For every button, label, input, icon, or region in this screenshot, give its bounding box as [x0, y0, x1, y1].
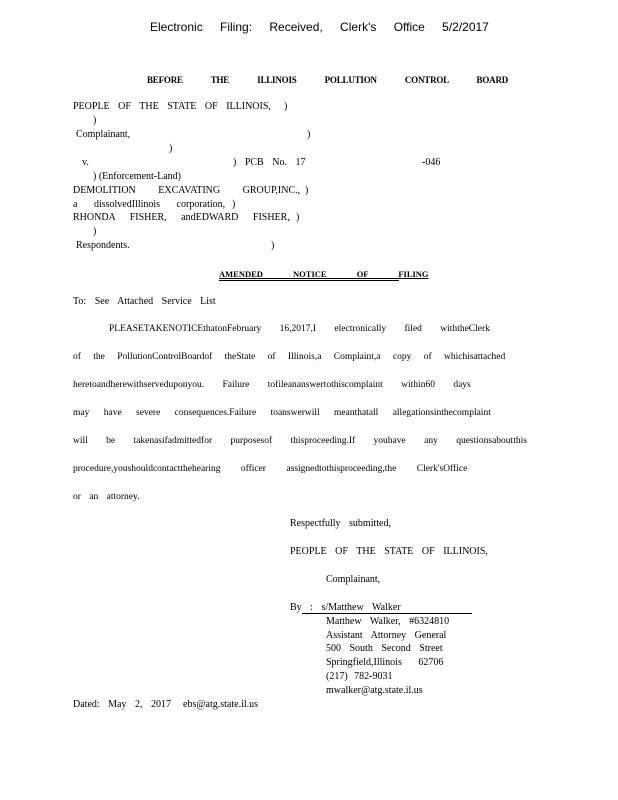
signature-people: PEOPLE OF THE STATE OF ILLINOIS, [290, 546, 488, 557]
caption-enforcement: ) (Enforcement-Land) [93, 171, 182, 182]
caption-respondents: Respondents. [76, 240, 130, 251]
body-line: heretoandherewithserveduponyou. Failure tofileananswertothiscomplaint within60 days [73, 380, 471, 390]
dated-line: Dated: May 2, 2017 [73, 699, 171, 710]
caption-pcb-number: ) PCB No. 17 [233, 157, 306, 168]
body-line: may have severe consequences.Failure toanswerwill meanthatall allegationsinthecomplaint [73, 408, 491, 418]
body-line: or an attorney. [73, 492, 140, 502]
caption-paren: ) [93, 115, 97, 126]
caption-defendant-company: DEMOLITION EXCAVATING GROUP,INC., [73, 185, 301, 196]
caption-paren: ) [284, 101, 288, 112]
notice-title: AMENDED NOTICE OF FILING [219, 269, 429, 279]
signature-underline [302, 613, 472, 614]
caption-complainant: Complainant, [76, 129, 131, 140]
attorney-phone: (217) 782-9031 [326, 671, 393, 682]
signature-by-line: By : s/Matthew Walker [290, 602, 401, 613]
caption-paren: ) [232, 199, 236, 210]
caption-paren: ) [305, 185, 309, 196]
body-line: procedure,youshouldcontactthehearing officer assignedtothisproceeding,the Clerk'sOffice [73, 464, 468, 474]
ebs-email: ebs@atg.state.il.us [183, 699, 259, 710]
filing-stamp-header: Electronic Filing: Received, Clerk's Office 5/2/2017 [150, 20, 489, 34]
attorney-email: mwalker@atg.state.il.us [326, 685, 423, 696]
body-line: will be takenasifadmittedfor purposesof thisproceeding.If youhave any questionsaboutthis [73, 436, 527, 446]
caption-defendant-description: a dissolvedIllinois corporation, [73, 199, 226, 210]
caption-paren: ) [93, 226, 97, 237]
caption-case-suffix: -046 [422, 157, 441, 168]
attorney-name: Matthew Walker, #6324810 [326, 616, 450, 627]
attorney-address-city: Springfield,Illinois 62706 [326, 657, 444, 668]
respectfully-submitted: Respectfully submitted, [290, 518, 391, 529]
caption-versus: v. [82, 157, 89, 168]
caption-paren: ) [296, 212, 300, 223]
caption-people: PEOPLE OF THE STATE OF ILLINOIS, [73, 101, 271, 112]
signature-complainant: Complainant, [326, 574, 381, 585]
caption-defendant-individuals: RHONDA FISHER, andEDWARD FISHER, [73, 212, 290, 223]
body-line: PLEASETAKENOTICEthatonFebruary 16,2017,I electronically filed withtheClerk [109, 324, 490, 334]
attorney-address-street: 500 South Second Street [326, 643, 443, 654]
board-heading: BEFORE THE ILLINOIS POLLUTION CONTROL BOARD [147, 75, 509, 85]
caption-paren: ) [271, 240, 275, 251]
caption-paren: ) [169, 143, 173, 154]
caption-paren: ) [307, 129, 311, 140]
body-line: of the PollutionControlBoardof theState of Illinois,a Complaint,a copy of whichisattached [73, 352, 506, 362]
attorney-title: Assistant Attorney General [326, 630, 447, 641]
notice-title-underline [219, 280, 399, 281]
service-list-line: To: See Attached Service List [73, 296, 216, 307]
